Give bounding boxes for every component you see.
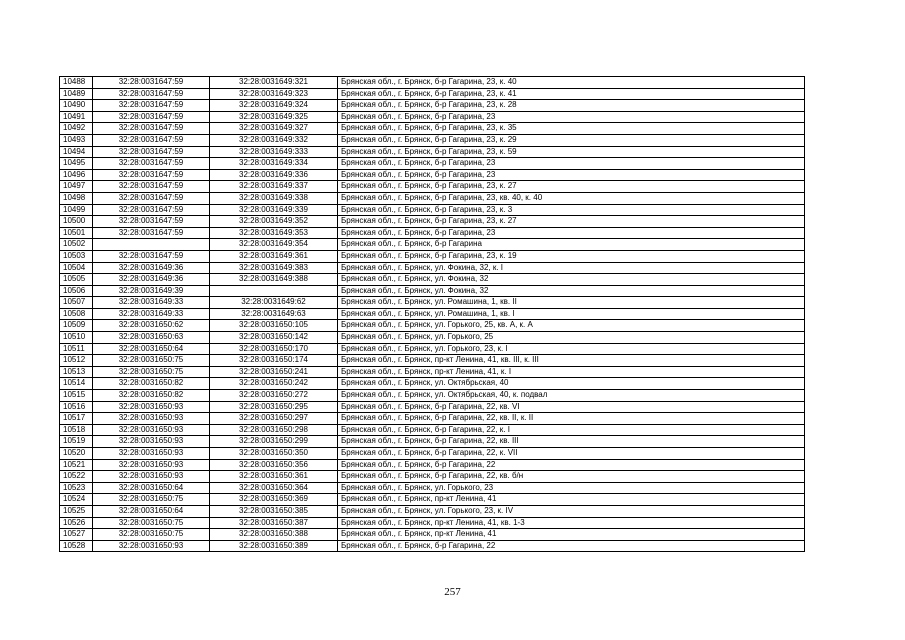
row-number-cell: 10498: [60, 192, 93, 204]
row-number-cell: 10493: [60, 134, 93, 146]
parent-cadastral-number-cell: 32:28:0031649:39: [93, 285, 210, 297]
parent-cadastral-number-cell: 32:28:0031647:59: [93, 192, 210, 204]
address-cell: Брянская обл., г. Брянск, б-р Гагарина, 23: [338, 158, 805, 170]
address-cell: Брянская обл., г. Брянск, ул. Ромашина, 1, кв. II: [338, 297, 805, 309]
parent-cadastral-number-cell: 32:28:0031650:93: [93, 413, 210, 425]
address-cell: Брянская обл., г. Брянск, пр-кт Ленина, 41, к. I: [338, 366, 805, 378]
parent-cadastral-number-cell: 32:28:0031647:59: [93, 204, 210, 216]
cadastral-number-cell: 32:28:0031649:338: [210, 192, 338, 204]
address-cell: Брянская обл., г. Брянск, ул. Горького, 23, к. IV: [338, 505, 805, 517]
address-cell: Брянская обл., г. Брянск, б-р Гагарина, 23, к. 27: [338, 181, 805, 193]
row-number-cell: 10510: [60, 332, 93, 344]
cadastral-number-cell: 32:28:0031650:105: [210, 320, 338, 332]
cadastral-number-cell: 32:28:0031649:361: [210, 250, 338, 262]
parent-cadastral-number-cell: 32:28:0031647:59: [93, 146, 210, 158]
table-row: [60, 494, 805, 506]
address-cell: Брянская обл., г. Брянск, пр-кт Ленина, 41, кв. 1-3: [338, 517, 805, 529]
table-row: [60, 262, 805, 274]
address-cell: Брянская обл., г. Брянск, б-р Гагарина, 22: [338, 540, 805, 552]
cadastral-number-cell: 32:28:0031649:334: [210, 158, 338, 170]
table-row: [60, 192, 805, 204]
cadastral-number-cell: 32:28:0031650:389: [210, 540, 338, 552]
table-row: [60, 297, 805, 309]
row-number-cell: 10522: [60, 471, 93, 483]
parent-cadastral-number-cell: 32:28:0031650:75: [93, 529, 210, 541]
address-cell: Брянская обл., г. Брянск, б-р Гагарина, 22, кв. б/н: [338, 471, 805, 483]
cadastral-number-cell: 32:28:0031649:324: [210, 100, 338, 112]
row-number-cell: 10512: [60, 355, 93, 367]
table-row: [60, 169, 805, 181]
cadastral-number-cell: 32:28:0031650:272: [210, 390, 338, 402]
row-number-cell: 10523: [60, 482, 93, 494]
cadastral-number-cell: 32:28:0031650:295: [210, 401, 338, 413]
parent-cadastral-number-cell: 32:28:0031647:59: [93, 216, 210, 228]
address-cell: Брянская обл., г. Брянск, б-р Гагарина, 23, к. 19: [338, 250, 805, 262]
cadastral-number-cell: 32:28:0031649:352: [210, 216, 338, 228]
parent-cadastral-number-cell: 32:28:0031650:64: [93, 343, 210, 355]
row-number-cell: 10505: [60, 274, 93, 286]
parent-cadastral-number-cell: 32:28:0031647:59: [93, 77, 210, 89]
row-number-cell: 10511: [60, 343, 93, 355]
row-number-cell: 10521: [60, 459, 93, 471]
table-row: [60, 355, 805, 367]
address-cell: Брянская обл., г. Брянск, б-р Гагарина, 23, к. 35: [338, 123, 805, 135]
parent-cadastral-number-cell: 32:28:0031647:59: [93, 227, 210, 239]
row-number-cell: 10526: [60, 517, 93, 529]
cadastral-number-cell: 32:28:0031650:299: [210, 436, 338, 448]
row-number-cell: 10516: [60, 401, 93, 413]
row-number-cell: 10524: [60, 494, 93, 506]
table-row: [60, 505, 805, 517]
table-row: [60, 424, 805, 436]
table-row: [60, 448, 805, 460]
parent-cadastral-number-cell: 32:28:0031647:59: [93, 134, 210, 146]
address-cell: Брянская обл., г. Брянск, б-р Гагарина, 23, к. 40: [338, 77, 805, 89]
table-row: [60, 100, 805, 112]
cadastral-number-cell: 32:28:0031650:297: [210, 413, 338, 425]
table-row: [60, 158, 805, 170]
table-row: [60, 378, 805, 390]
cadastral-number-cell: 32:28:0031649:332: [210, 134, 338, 146]
parent-cadastral-number-cell: 32:28:0031650:64: [93, 482, 210, 494]
parent-cadastral-number-cell: 32:28:0031647:59: [93, 181, 210, 193]
table-row: [60, 540, 805, 552]
table-row: [60, 320, 805, 332]
row-number-cell: 10503: [60, 250, 93, 262]
row-number-cell: 10525: [60, 505, 93, 517]
row-number-cell: 10495: [60, 158, 93, 170]
row-number-cell: 10500: [60, 216, 93, 228]
table-row: [60, 274, 805, 286]
address-cell: Брянская обл., г. Брянск, ул. Горького, 25: [338, 332, 805, 344]
cadastral-number-cell: [210, 285, 338, 297]
table-row: [60, 517, 805, 529]
parent-cadastral-number-cell: 32:28:0031649:33: [93, 297, 210, 309]
parent-cadastral-number-cell: 32:28:0031650:62: [93, 320, 210, 332]
cadastral-number-cell: 32:28:0031650:388: [210, 529, 338, 541]
cadastral-number-cell: 32:28:0031650:369: [210, 494, 338, 506]
address-cell: Брянская обл., г. Брянск, б-р Гагарина, 23, к. 3: [338, 204, 805, 216]
table-row: [60, 366, 805, 378]
table-row: [60, 343, 805, 355]
cadastral-number-cell: 32:28:0031650:356: [210, 459, 338, 471]
parent-cadastral-number-cell: 32:28:0031650:93: [93, 540, 210, 552]
cadastral-number-cell: 32:28:0031649:62: [210, 297, 338, 309]
address-cell: Брянская обл., г. Брянск, б-р Гагарина, 23, кв. 40, к. 40: [338, 192, 805, 204]
row-number-cell: 10496: [60, 169, 93, 181]
address-cell: Брянская обл., г. Брянск, б-р Гагарина, 23, к. 29: [338, 134, 805, 146]
table-row: [60, 181, 805, 193]
address-cell: Брянская обл., г. Брянск, б-р Гагарина, 22, к. VII: [338, 448, 805, 460]
table-row: [60, 482, 805, 494]
row-number-cell: 10528: [60, 540, 93, 552]
table-row: [60, 123, 805, 135]
table-row: [60, 471, 805, 483]
parent-cadastral-number-cell: 32:28:0031647:59: [93, 169, 210, 181]
address-cell: Брянская обл., г. Брянск, б-р Гагарина, 23, к. 28: [338, 100, 805, 112]
address-cell: Брянская обл., г. Брянск, ул. Фокина, 32: [338, 274, 805, 286]
address-cell: Брянская обл., г. Брянск, б-р Гагарина, 23: [338, 169, 805, 181]
table-row: [60, 239, 805, 251]
address-cell: Брянская обл., г. Брянск, пр-кт Ленина, 41: [338, 529, 805, 541]
address-cell: Брянская обл., г. Брянск, б-р Гагарина, 23, к. 59: [338, 146, 805, 158]
table-row: [60, 308, 805, 320]
parent-cadastral-number-cell: 32:28:0031650:64: [93, 505, 210, 517]
row-number-cell: 10507: [60, 297, 93, 309]
table-row: [60, 413, 805, 425]
parent-cadastral-number-cell: 32:28:0031647:59: [93, 158, 210, 170]
table-row: [60, 529, 805, 541]
row-number-cell: 10504: [60, 262, 93, 274]
parent-cadastral-number-cell: 32:28:0031650:93: [93, 401, 210, 413]
row-number-cell: 10506: [60, 285, 93, 297]
table-row: [60, 227, 805, 239]
row-number-cell: 10509: [60, 320, 93, 332]
cadastral-number-cell: 32:28:0031649:337: [210, 181, 338, 193]
parent-cadastral-number-cell: 32:28:0031650:93: [93, 471, 210, 483]
address-cell: Брянская обл., г. Брянск, ул. Горького, 25, кв. А, к. А: [338, 320, 805, 332]
row-number-cell: 10499: [60, 204, 93, 216]
table-row: [60, 459, 805, 471]
cadastral-number-cell: 32:28:0031649:353: [210, 227, 338, 239]
parent-cadastral-number-cell: 32:28:0031647:59: [93, 123, 210, 135]
parent-cadastral-number-cell: 32:28:0031647:59: [93, 111, 210, 123]
address-cell: Брянская обл., г. Брянск, б-р Гагарина, 23, к. 27: [338, 216, 805, 228]
address-cell: Брянская обл., г. Брянск, ул. Октябрьская, 40, к. подвал: [338, 390, 805, 402]
table-row: [60, 204, 805, 216]
registry-table: [59, 76, 805, 552]
row-number-cell: 10488: [60, 77, 93, 89]
cadastral-number-cell: 32:28:0031649:327: [210, 123, 338, 135]
row-number-cell: 10515: [60, 390, 93, 402]
cadastral-number-cell: 32:28:0031650:364: [210, 482, 338, 494]
parent-cadastral-number-cell: [93, 239, 210, 251]
row-number-cell: 10518: [60, 424, 93, 436]
row-number-cell: 10489: [60, 88, 93, 100]
address-cell: Брянская обл., г. Брянск, б-р Гагарина, 23, к. 41: [338, 88, 805, 100]
address-cell: Брянская обл., г. Брянск, б-р Гагарина: [338, 239, 805, 251]
address-cell: Брянская обл., г. Брянск, б-р Гагарина, 23: [338, 111, 805, 123]
address-cell: Брянская обл., г. Брянск, б-р Гагарина, 22, кв. II, к. II: [338, 413, 805, 425]
parent-cadastral-number-cell: 32:28:0031647:59: [93, 100, 210, 112]
parent-cadastral-number-cell: 32:28:0031649:33: [93, 308, 210, 320]
row-number-cell: 10520: [60, 448, 93, 460]
parent-cadastral-number-cell: 32:28:0031650:75: [93, 494, 210, 506]
row-number-cell: 10519: [60, 436, 93, 448]
cadastral-number-cell: 32:28:0031649:325: [210, 111, 338, 123]
parent-cadastral-number-cell: 32:28:0031650:82: [93, 378, 210, 390]
cadastral-number-cell: 32:28:0031650:385: [210, 505, 338, 517]
parent-cadastral-number-cell: 32:28:0031650:75: [93, 366, 210, 378]
address-cell: Брянская обл., г. Брянск, б-р Гагарина, 22, кв. III: [338, 436, 805, 448]
parent-cadastral-number-cell: 32:28:0031647:59: [93, 88, 210, 100]
cadastral-number-cell: 32:28:0031649:388: [210, 274, 338, 286]
cadastral-number-cell: 32:28:0031650:170: [210, 343, 338, 355]
parent-cadastral-number-cell: 32:28:0031649:36: [93, 262, 210, 274]
address-cell: Брянская обл., г. Брянск, ул. Октябрьская, 40: [338, 378, 805, 390]
row-number-cell: 10517: [60, 413, 93, 425]
registry-body: [60, 77, 805, 552]
parent-cadastral-number-cell: 32:28:0031649:36: [93, 274, 210, 286]
parent-cadastral-number-cell: 32:28:0031647:59: [93, 250, 210, 262]
parent-cadastral-number-cell: 32:28:0031650:93: [93, 448, 210, 460]
row-number-cell: 10494: [60, 146, 93, 158]
table-row: [60, 436, 805, 448]
address-cell: Брянская обл., г. Брянск, ул. Ромашина, 1, кв. I: [338, 308, 805, 320]
table-row: [60, 88, 805, 100]
parent-cadastral-number-cell: 32:28:0031650:93: [93, 424, 210, 436]
parent-cadastral-number-cell: 32:28:0031650:75: [93, 355, 210, 367]
row-number-cell: 10501: [60, 227, 93, 239]
cadastral-number-cell: 32:28:0031650:361: [210, 471, 338, 483]
cadastral-number-cell: 32:28:0031649:354: [210, 239, 338, 251]
address-cell: Брянская обл., г. Брянск, пр-кт Ленина, 41, кв. III, к. III: [338, 355, 805, 367]
row-number-cell: 10527: [60, 529, 93, 541]
row-number-cell: 10491: [60, 111, 93, 123]
address-cell: Брянская обл., г. Брянск, пр-кт Ленина, 41: [338, 494, 805, 506]
table-row: [60, 401, 805, 413]
cadastral-number-cell: 32:28:0031650:241: [210, 366, 338, 378]
cadastral-number-cell: 32:28:0031650:387: [210, 517, 338, 529]
table-row: [60, 111, 805, 123]
parent-cadastral-number-cell: 32:28:0031650:93: [93, 459, 210, 471]
cadastral-number-cell: 32:28:0031649:63: [210, 308, 338, 320]
address-cell: Брянская обл., г. Брянск, б-р Гагарина, 23: [338, 227, 805, 239]
cadastral-number-cell: 32:28:0031649:336: [210, 169, 338, 181]
cadastral-number-cell: 32:28:0031650:298: [210, 424, 338, 436]
address-cell: Брянская обл., г. Брянск, б-р Гагарина, 22, к. I: [338, 424, 805, 436]
cadastral-number-cell: 32:28:0031650:242: [210, 378, 338, 390]
table-row: [60, 390, 805, 402]
table-row: [60, 250, 805, 262]
row-number-cell: 10492: [60, 123, 93, 135]
row-number-cell: 10513: [60, 366, 93, 378]
address-cell: Брянская обл., г. Брянск, ул. Фокина, 32, к. I: [338, 262, 805, 274]
address-cell: Брянская обл., г. Брянск, ул. Фокина, 32: [338, 285, 805, 297]
table-row: [60, 146, 805, 158]
parent-cadastral-number-cell: 32:28:0031650:63: [93, 332, 210, 344]
cadastral-number-cell: 32:28:0031649:383: [210, 262, 338, 274]
address-cell: Брянская обл., г. Брянск, б-р Гагарина, 22, кв. VI: [338, 401, 805, 413]
table-row: [60, 216, 805, 228]
row-number-cell: 10514: [60, 378, 93, 390]
table-row: [60, 77, 805, 89]
table-row: [60, 134, 805, 146]
parent-cadastral-number-cell: 32:28:0031650:75: [93, 517, 210, 529]
parent-cadastral-number-cell: 32:28:0031650:82: [93, 390, 210, 402]
cadastral-number-cell: 32:28:0031649:323: [210, 88, 338, 100]
row-number-cell: 10490: [60, 100, 93, 112]
row-number-cell: 10497: [60, 181, 93, 193]
page-number: 257: [444, 586, 461, 598]
cadastral-number-cell: 32:28:0031650:142: [210, 332, 338, 344]
row-number-cell: 10508: [60, 308, 93, 320]
cadastral-number-cell: 32:28:0031650:350: [210, 448, 338, 460]
parent-cadastral-number-cell: 32:28:0031650:93: [93, 436, 210, 448]
address-cell: Брянская обл., г. Брянск, ул. Горького, 23, к. I: [338, 343, 805, 355]
cadastral-number-cell: 32:28:0031649:321: [210, 77, 338, 89]
cadastral-number-cell: 32:28:0031650:174: [210, 355, 338, 367]
cadastral-number-cell: 32:28:0031649:333: [210, 146, 338, 158]
table-row: [60, 285, 805, 297]
cadastral-number-cell: 32:28:0031649:339: [210, 204, 338, 216]
table-row: [60, 332, 805, 344]
row-number-cell: 10502: [60, 239, 93, 251]
address-cell: Брянская обл., г. Брянск, ул. Горького, 23: [338, 482, 805, 494]
address-cell: Брянская обл., г. Брянск, б-р Гагарина, 22: [338, 459, 805, 471]
